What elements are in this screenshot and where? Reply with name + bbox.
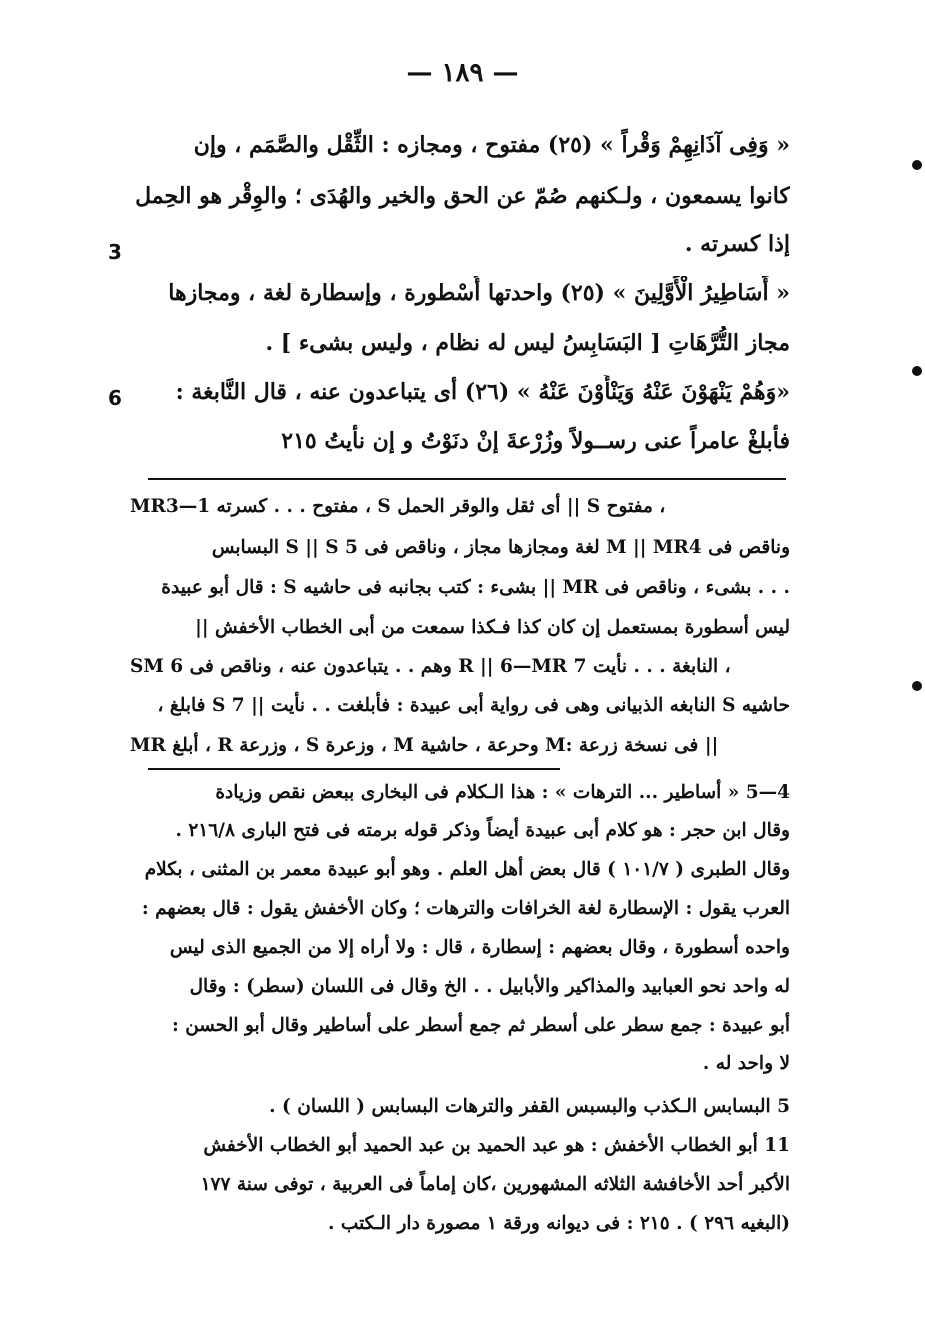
main-text-line: «وَهُمْ يَنْهَوْنَ عَنْهُ وَيَنْأَوْنَ عَنْهُ » (٢٦) أى يتباعدون عنه ، قال النَّابغة : bbox=[175, 379, 790, 405]
commentary-note-line: (البغيه ٢٩٦ ) . ٢١٥ : فى ديوانه ورقة ١ مصورة دار الـكتب . bbox=[328, 1213, 790, 1234]
commentary-note-line: واحده أسطورة ، وقال بعضهم : إسطارة ، قال : ولا أراه إلا من الجميع الذى ليس bbox=[169, 937, 790, 958]
apparatus-note-line: SM 6 وهم . . يتباعدون عنه ، وناقص فى R || 6—MR 7 النابغة . . . نأيت ، bbox=[130, 656, 731, 677]
apparatus-note-line: ليس أسطورة بمستعمل إن كان كذا فـكذا سمعت من أبى الخطاب الأخفش || bbox=[195, 617, 790, 638]
line-number-margin: 6 bbox=[108, 386, 122, 410]
line-number-margin: 3 bbox=[108, 240, 122, 264]
apparatus-note-line: وناقص فى M || MR4 لغة ومجازها مجاز ، وناقص فى S || S 5 البسابس bbox=[211, 537, 790, 558]
binding-hole-mark bbox=[912, 681, 922, 691]
main-text-line: إذا كسرته . bbox=[684, 231, 790, 257]
commentary-note-line: له واحد نحو العبابيد والمذاكير والأبابيل . . الخ وقال فى اللسان (سطر) : وقال bbox=[189, 976, 790, 997]
binding-hole-mark bbox=[912, 160, 922, 170]
notes-separator bbox=[148, 768, 560, 770]
main-text-line: فأبلغْ عامراً عنى رســولاً وزُرْعةَ إنْ دنَوْتُ و إن نأيتُ ٢١٥ bbox=[281, 428, 790, 454]
commentary-note-line: 5 البسابس الـكذب والبسبس القفر والترهات البسابس ( اللسان ) . bbox=[269, 1096, 790, 1117]
main-text-line: « أَسَاطِيرُ الْأَوَّلِينَ » (٢٥) واحدتها أُسْطورة ، وإسطارة لغة ، ومجازها bbox=[168, 280, 790, 306]
main-text-line: « وَفِى آذَانِهِمْ وَقْراً » (٢٥) مفتوح ، ومجازه : الثِّقْل والصَّمَم ، وإن bbox=[193, 132, 790, 158]
commentary-note-line: لا واحد له . bbox=[702, 1053, 790, 1074]
main-text-line: مجاز التُّرَّهَاتِ [ البَسَابِسُ ليس له نظام ، وليس بشىء ] . bbox=[265, 330, 790, 356]
apparatus-note-line: MR3—1 مفتوح . . . كسرته ، S أى ثقل والوقر الحمل || S مفتوح ، bbox=[130, 496, 666, 517]
commentary-note-line: أبو عبيدة : جمع سطر على أسطر ثم جمع أسطر على أساطير وقال أبو الحسن : bbox=[171, 1015, 790, 1036]
page-number: — ١٨٩ — bbox=[406, 58, 519, 88]
binding-hole-mark bbox=[912, 366, 922, 376]
commentary-note-line: وقال الطبرى ( ١٠١/٧ ) قال بعض أهل العلم . وهو أبو عبيدة معمر بن المثنى ، بكلام bbox=[144, 859, 790, 880]
apparatus-note-line: MR أبلغ ، R وزرعة ، S وزعرة ، M وحرعة ، حاشية M: فى نسخة زرعة || bbox=[130, 735, 719, 756]
commentary-note-line: الأكبر أحد الأخافشة الثلاثه المشهورين ،كان إماماً فى العربية ، توفى سنة ١٧٧ bbox=[200, 1174, 790, 1195]
apparatus-note-line: حاشيه S النابغه الذبيانى وهى فى رواية أبى عبيدة : فأبلغت . . نأيت || S 7 فابلغ ، bbox=[157, 695, 790, 716]
commentary-note-line: العرب يقول : الإسطارة لغة الخرافات والترهات ؛ وكان الأخفش يقول : قال بعضهم : bbox=[141, 898, 790, 919]
commentary-note-line: 11 أبو الخطاب الأخفش : هو عبد الحميد بن عبد الحميد أبو الخطاب الأخفش bbox=[203, 1135, 790, 1156]
main-text-line: كانوا يسمعون ، ولـكنهم صُمّ عن الحق والخير والهُدَى ؛ والوِقْر هو الحِمل bbox=[135, 183, 790, 209]
apparatus-note-line: . . . بشىء ، وناقص فى MR || بشىء : كتب بجانبه فى حاشيه S : قال أبو عبيدة bbox=[161, 577, 790, 598]
commentary-note-line: 4—5 « أساطير ... الترهات » : هذا الـكلام فى البخارى ببعض نقص وزيادة bbox=[215, 782, 790, 803]
commentary-note-line: وقال ابن حجر : هو كلام أبى عبيدة أيضاً وذكر قوله برمته فى فتح البارى ٢١٦/٨ . bbox=[175, 820, 790, 841]
footnote-separator bbox=[148, 478, 786, 480]
